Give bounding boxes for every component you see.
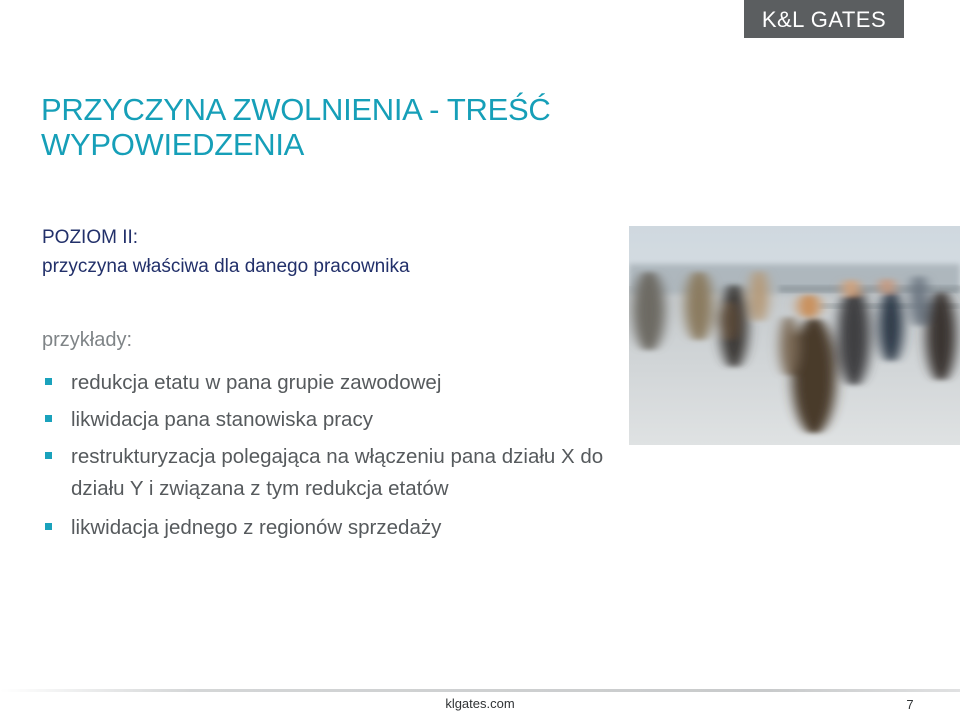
bullet-text: likwidacja jednego z regionów sprzedaży xyxy=(71,516,442,539)
bullet-item xyxy=(44,441,604,505)
bullet-item xyxy=(44,512,604,544)
footer-website-link[interactable]: klgates.com xyxy=(445,696,515,711)
level-heading xyxy=(42,223,602,281)
page-number: 7 xyxy=(906,697,914,712)
slide-title: PRZYCZYNA ZWOLNIENIA - TREŚĆ WYPOWIEDZENIA xyxy=(41,92,551,162)
square-bullet-icon xyxy=(45,523,52,530)
examples-label: przykłady: xyxy=(42,329,133,351)
level-heading-line2: przyczyna właściwa dla danego pracownika xyxy=(42,256,410,277)
commuters-photo xyxy=(629,226,960,445)
example-bullet-list xyxy=(44,367,604,549)
blurred-crowd-image xyxy=(629,226,960,445)
bullet-text: restrukturyzacja polegająca na włączeniu pana działu X do działu Y i związana z tym redukcja etatów xyxy=(71,445,604,500)
bullet-item xyxy=(44,404,604,436)
level-heading-line1: POZIOM II: xyxy=(42,227,139,248)
footer-divider xyxy=(0,689,960,692)
bullet-item xyxy=(44,367,604,399)
square-bullet-icon xyxy=(45,378,52,385)
bullet-text: redukcja etatu w pana grupie zawodowej xyxy=(71,371,442,394)
kl-gates-logo: K&L GATES xyxy=(744,0,904,38)
square-bullet-icon xyxy=(45,452,52,459)
bullet-text: likwidacja pana stanowiska pracy xyxy=(71,408,373,431)
square-bullet-icon xyxy=(45,415,52,422)
